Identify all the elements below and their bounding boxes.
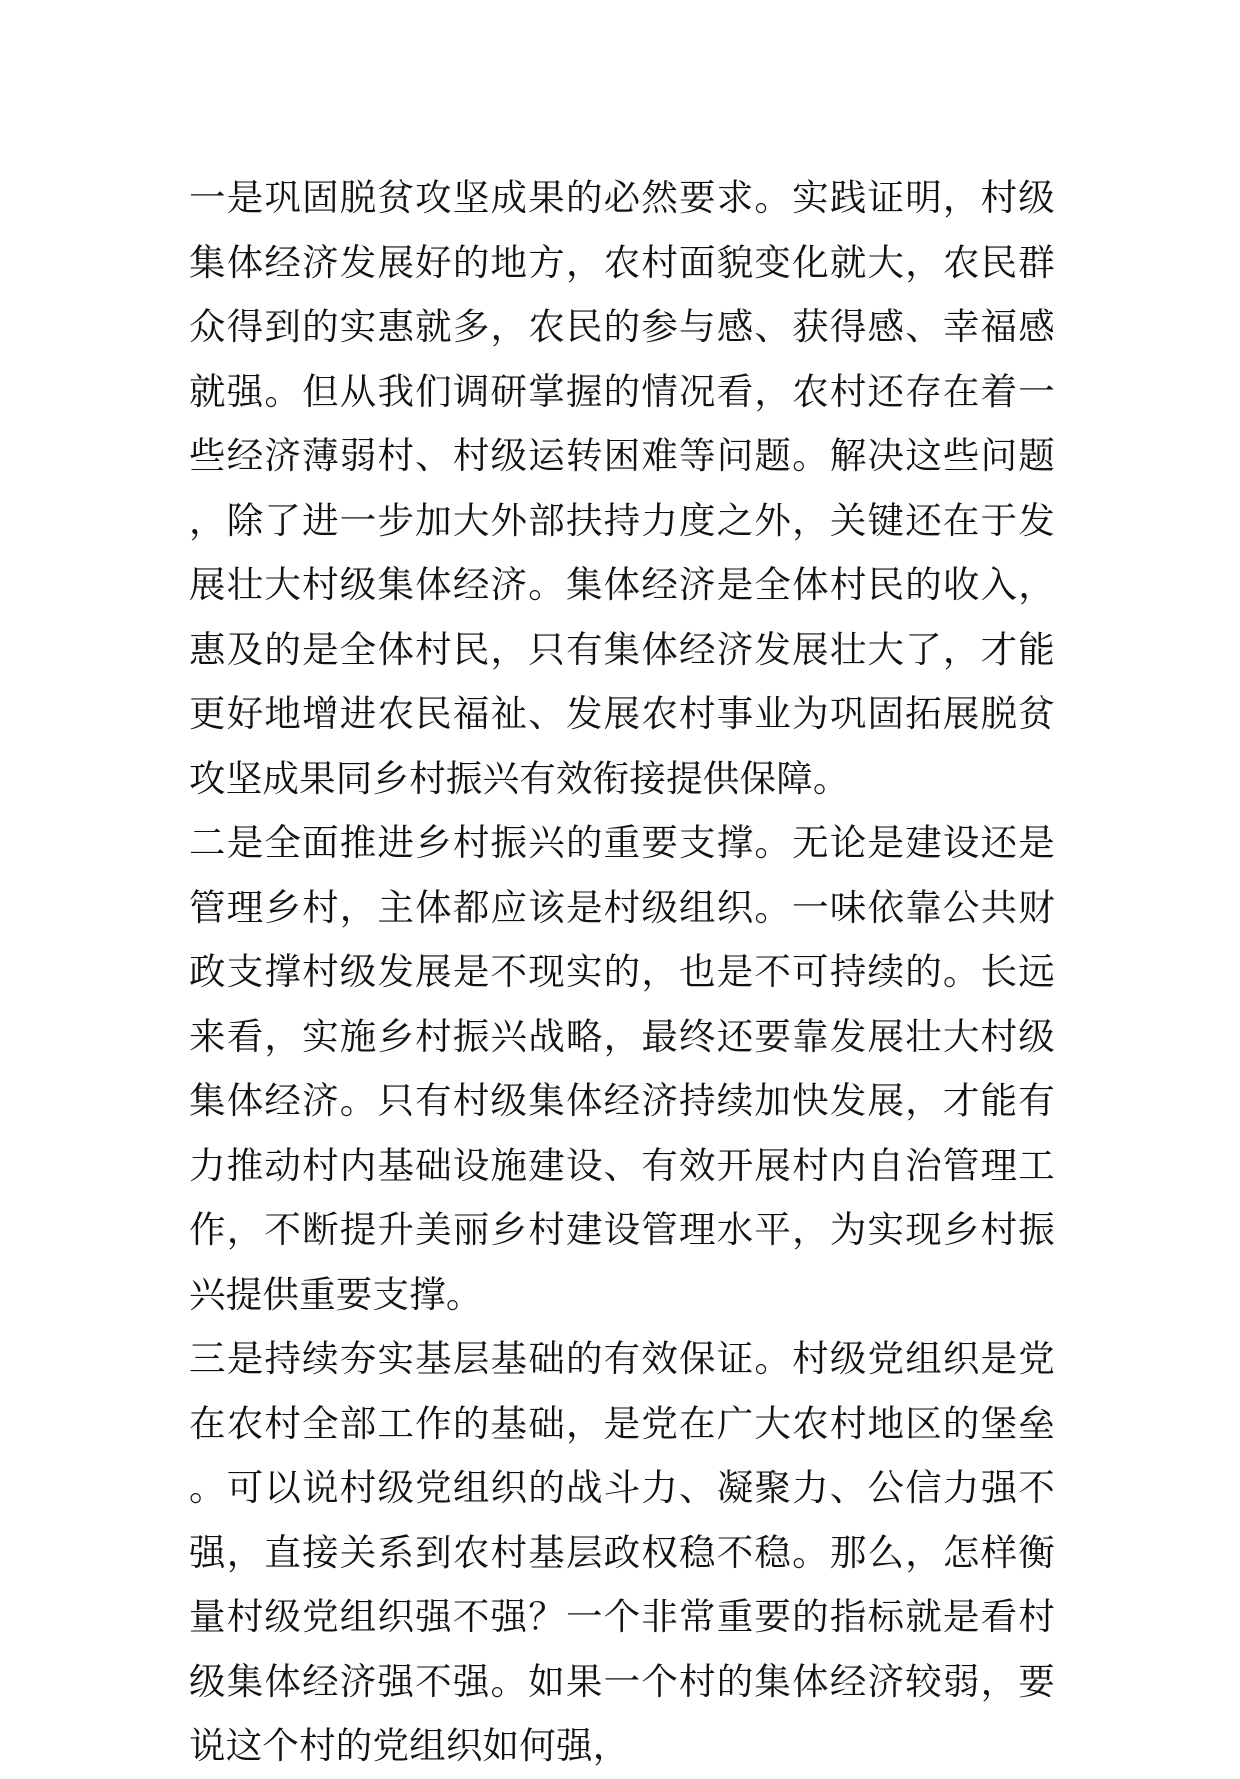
paragraph-rural-revitalization: 二是全面推进乡村振兴的重要支撑。无论是建设还是管理乡村，主体都应该是村级组织。一味依靠公共财政支撑村级发展是不现实的，也是不可持续的。长远来看，实施乡村振兴战略，最终还要靠发展壮大村级集体经济。只有村级集体经济持续加快发展，才能有力推动村内基础设施建设、有效开展村内自治管理工作，不断提升美丽乡村建设管理水平，为实现乡村振兴提供重要支撑。	[189, 821, 1055, 1316]
document-body	[189, 166, 1055, 1779]
paragraph-grassroots-foundation: 三是持续夯实基层基础的有效保证。村级党组织是党在农村全部工作的基础，是党在广大农村地区的堡垒。可以说村级党组织的战斗力、凝聚力、公信力强不强，直接关系到农村基层政权稳不稳。那么，怎样衡量村级党组织强不强？一个非常重要的指标就是看村级集体经济强不强。如果一个村的集体经济较弱，要说这个村的党组织如何强，	[189, 1337, 1055, 1767]
paragraph-consolidate-poverty-alleviation: 一是巩固脱贫攻坚成果的必然要求。实践证明，村级集体经济发展好的地方，农村面貌变化就大，农民群众得到的实惠就多，农民的参与感、获得感、幸福感就强。但从我们调研掌握的情况看，农村还存在着一些经济薄弱村、村级运转困难等问题。解决这些问题，除了进一步加大外部扶持力度之外，关键还在于发展壮大村级集体经济。集体经济是全体村民的收入，惠及的是全体村民，只有集体经济发展壮大了，才能更好地增进农民福祉、发展农村事业为巩固拓展脱贫攻坚成果同乡村振兴有效衔接提供保障。	[189, 176, 1055, 800]
